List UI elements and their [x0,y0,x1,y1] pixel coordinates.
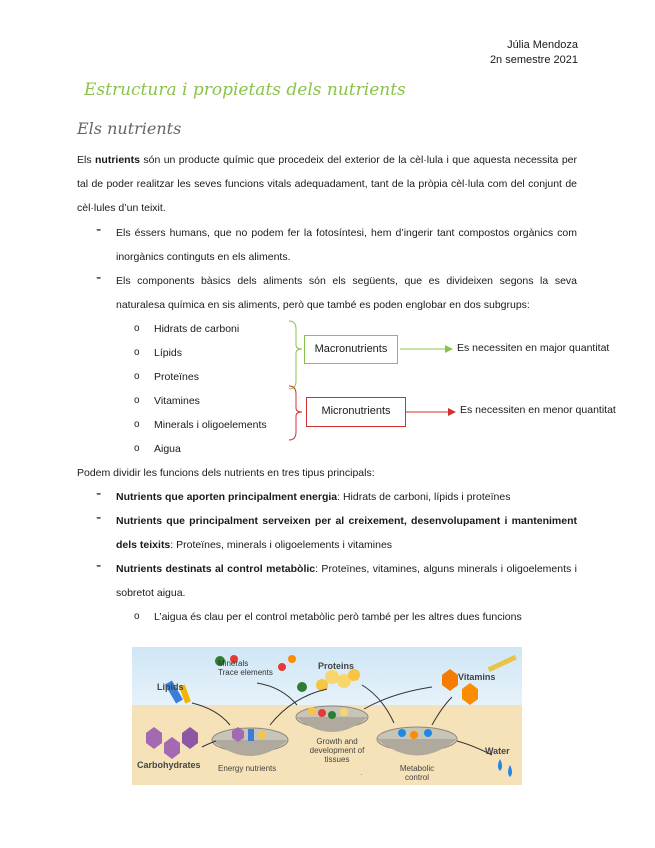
bullet-text: Els éssers humans, que no podem fer la fotosíntesi, hem d’ingerir tant compostos orgànics com inorgànics continguts en els aliments. [116,227,577,263]
figure-label-carbohydrates: Carbohydrates [137,760,201,770]
list-item: o Lípids [134,347,183,359]
micro-bracket [289,386,302,440]
components-list [134,317,294,461]
term: 2n semestre 2021 [489,54,578,66]
section-heading: Els nutrients [77,119,182,138]
list-item: o Minerals i oligoelements [134,419,267,431]
macro-bracket [289,321,302,389]
bullet-text: Els components bàsics dels aliments són els següents, que es divideixen segons la seva naturalesa química en sis aliments, però que també es poden englobar en dos subgrups: [116,275,577,311]
water-note: L’aigua és clau per el control metabòlic però també per les altres dues funcions [154,611,522,623]
macronutrients-box: Macronutrients [304,335,398,364]
list-item: o Proteïnes [134,371,199,383]
micro-arrow-head [448,408,456,416]
figure-label-water: Water [485,746,510,756]
figure-label-vitamins: Vitamins [458,672,496,682]
micronutrients-box: Micronutrients [306,397,406,427]
page-title: Estructura i propietats dels nutrients [84,80,406,100]
bullet-item [96,221,577,269]
figure-label-energy: Energy nutrients [218,764,277,773]
figure-label-proteins: Proteins [318,661,355,671]
figure-label-lipids: Lipids [157,682,184,692]
bullet-item [96,269,577,317]
svg-text:·: · [360,770,363,779]
dash-marker: - [96,221,102,238]
list-item: o Hidrats de carboni [134,323,240,335]
list-item: o Vitamines [134,395,200,407]
function-item: - Nutrients que aporten principalment energia: Hidrats de carboni, lípids i proteïnes [96,485,511,503]
figure-label-metabolic: Metabolic control [399,764,435,782]
functions-intro: Podem dividir les funcions dels nutrients en tres tipus principals: [77,467,375,479]
macronutrients-note: Es necessiten en major quantitat [457,342,610,354]
micronutrients-note: Es necessiten en menor quantitat [460,404,616,416]
figure-label-minerals: Minerals Trace elements [218,659,273,677]
function-item: - Nutrients que principalment serveixen per al creixement, desenvolupament i manteniment dels teixits: Proteïnes, minerals i oligoelements i vitamines [96,509,577,551]
author-name: Júlia Mendoza [507,39,578,51]
figure-label-growth: Growth and development of tissues [309,737,365,764]
intro-bold: nutrients [95,154,140,166]
macro-arrow-head [445,345,453,353]
intro-lead: Els [77,154,96,166]
author-block [490,38,578,68]
dash-marker: - [96,269,102,286]
function-item: - Nutrients destinats al control metabòlic: Proteïnes, vitamines, alguns minerals i oligoelements i sobretot aigua. [96,557,578,599]
list-item: o Aigua [134,443,181,455]
intro-rest: són un producte químic que procedeix del exterior de la cèl·lula i que aquesta necessita per tal de poder realitzar les seves funcions vitals adequadament, tant de la pròpia cèl·lula com del conjunt de cèl·lules d’un teixit. [77,154,577,214]
intro-paragraph [77,148,577,220]
water-note-item: o L’aigua és clau per el control metabòlic però també per les altres dues funcions [134,611,522,623]
